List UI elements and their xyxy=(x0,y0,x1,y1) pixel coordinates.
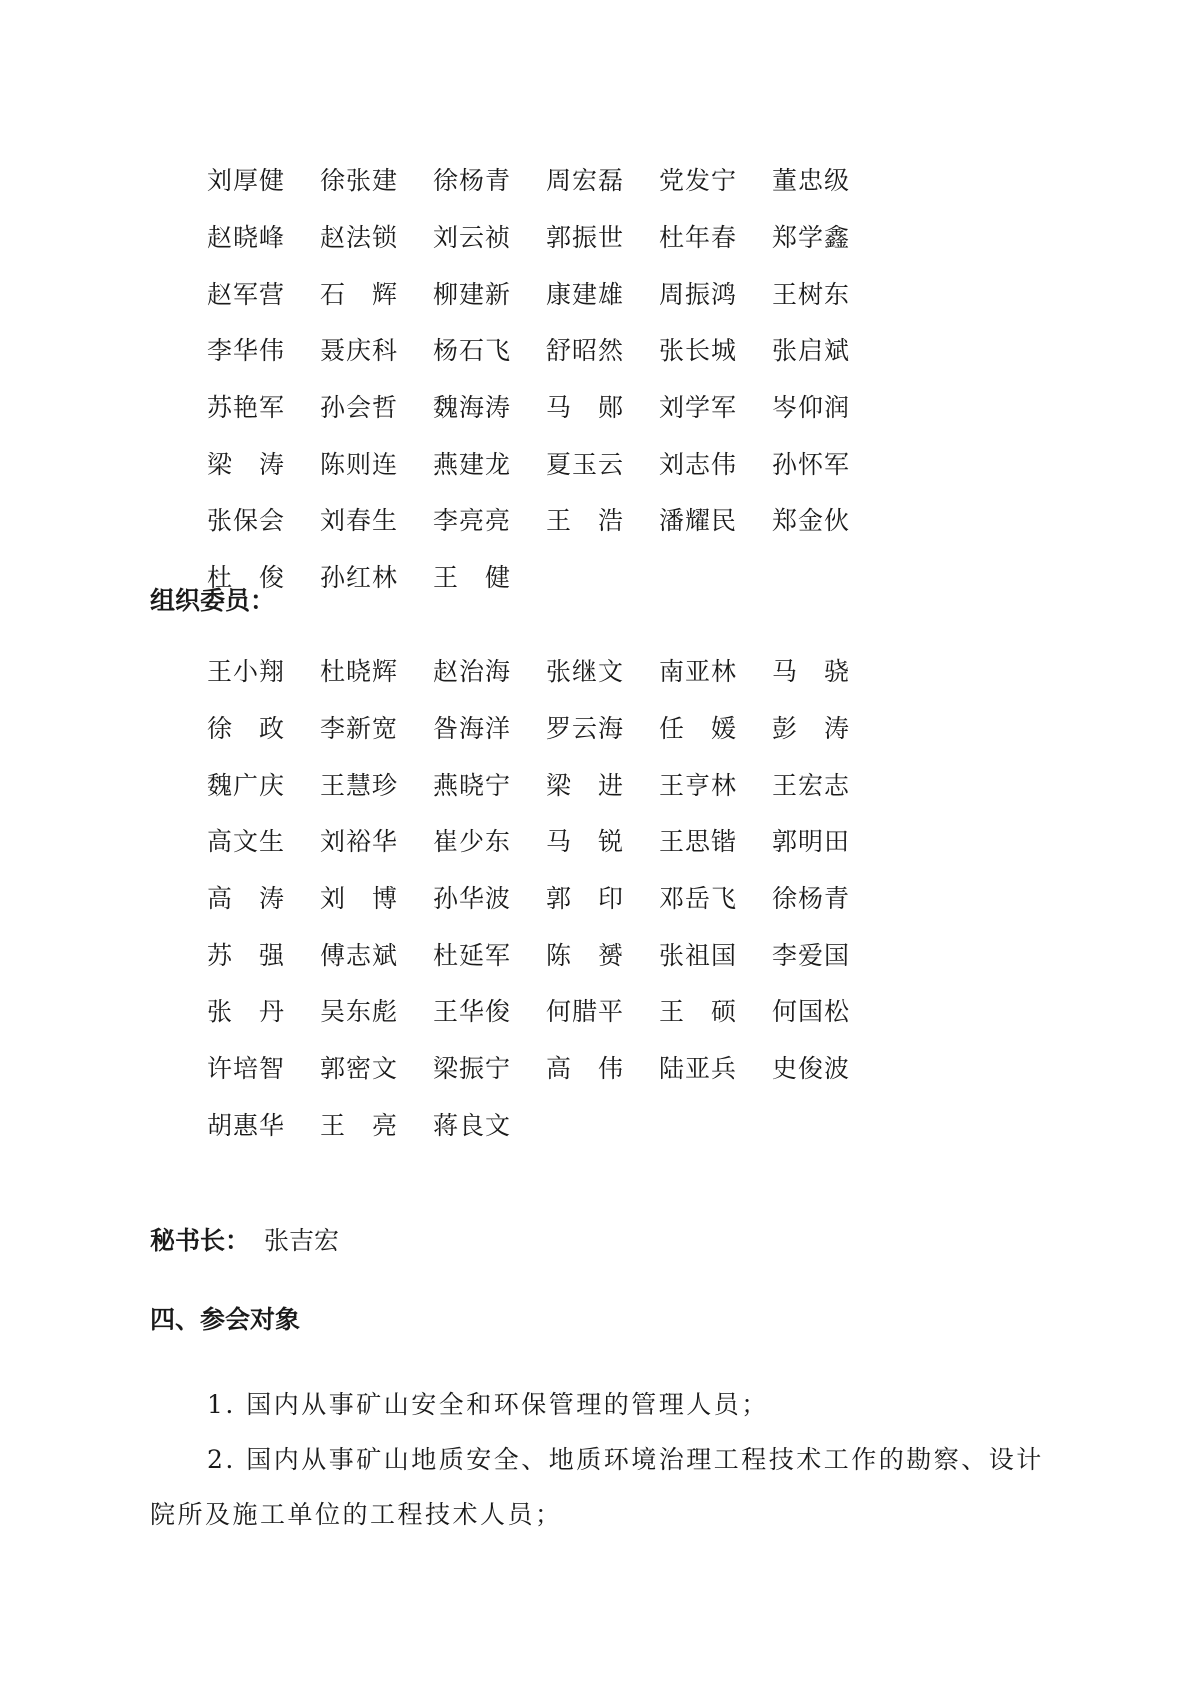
organizing-members-grid xyxy=(207,644,885,1154)
member-name: 石 辉 xyxy=(320,279,399,309)
member-name: 高 伟 xyxy=(546,1054,625,1084)
member-name: 舒昭然 xyxy=(546,336,625,366)
member-name: 傅志斌 xyxy=(320,940,399,970)
member-name: 吴东彪 xyxy=(320,997,399,1027)
member-name: 杜延军 xyxy=(433,940,512,970)
member-name: 徐张建 xyxy=(320,166,399,196)
attendee-item-2: 2. 国内从事矿山地质安全、地质环境治理工程技术工作的勘察、设计 xyxy=(207,1445,1044,1474)
member-name: 任 媛 xyxy=(659,714,738,744)
member-name: 苏艳军 xyxy=(207,393,286,423)
member-name: 何国松 xyxy=(772,997,851,1027)
member-name: 杜晓辉 xyxy=(320,657,399,687)
member-name: 刘学军 xyxy=(659,393,738,423)
member-name: 党发宁 xyxy=(659,166,738,196)
member-name: 张祖国 xyxy=(659,940,738,970)
member-name: 刘春生 xyxy=(320,506,399,536)
member-name: 李亮亮 xyxy=(433,506,512,536)
member-name: 梁振宁 xyxy=(433,1054,512,1084)
member-name: 张保会 xyxy=(207,506,286,536)
organizing-heading: 组织委员： xyxy=(150,586,276,615)
secretary-name: 张吉宏 xyxy=(264,1226,340,1255)
member-name: 柳建新 xyxy=(433,279,512,309)
member-name: 徐 政 xyxy=(207,714,286,744)
member-name: 陆亚兵 xyxy=(659,1054,738,1084)
member-name: 高 涛 xyxy=(207,884,286,914)
member-name: 昝海洋 xyxy=(433,714,512,744)
member-name: 徐杨青 xyxy=(772,884,851,914)
committee-members-grid xyxy=(207,153,885,607)
member-name: 张继文 xyxy=(546,657,625,687)
member-name: 张长城 xyxy=(659,336,738,366)
member-name: 彭 涛 xyxy=(772,714,851,744)
member-name: 孙会哲 xyxy=(320,393,399,423)
secretary-line xyxy=(150,1226,339,1256)
member-name: 刘志伟 xyxy=(659,449,738,479)
member-name: 燕晓宁 xyxy=(433,770,512,800)
attendee-item-2-continued: 院所及施工单位的工程技术人员； xyxy=(150,1500,563,1529)
member-name: 赵军营 xyxy=(207,279,286,309)
member-name: 王宏志 xyxy=(772,770,851,800)
member-name: 邓岳飞 xyxy=(659,884,738,914)
member-name: 史俊波 xyxy=(772,1054,851,1084)
member-name: 许培智 xyxy=(207,1054,286,1084)
member-name: 王慧珍 xyxy=(320,770,399,800)
member-name: 潘耀民 xyxy=(659,506,738,536)
member-name: 王华俊 xyxy=(433,997,512,1027)
attendee-item-1: 1. 国内从事矿山安全和环保管理的管理人员； xyxy=(207,1390,769,1419)
member-name: 岑仰润 xyxy=(772,393,851,423)
member-name: 张启斌 xyxy=(772,336,851,366)
member-name: 李华伟 xyxy=(207,336,286,366)
member-name: 郭密文 xyxy=(320,1054,399,1084)
section4-heading: 四、参会对象 xyxy=(150,1305,301,1334)
member-name: 孙红林 xyxy=(320,563,399,593)
member-name: 聂庆科 xyxy=(320,336,399,366)
member-name: 孙华波 xyxy=(433,884,512,914)
member-name: 郭振世 xyxy=(546,223,625,253)
member-name: 郭 印 xyxy=(546,884,625,914)
member-name: 梁 进 xyxy=(546,770,625,800)
member-name: 杜 俊 xyxy=(207,563,286,593)
member-name: 苏 强 xyxy=(207,940,286,970)
member-name: 刘裕华 xyxy=(320,827,399,857)
member-name: 崔少东 xyxy=(433,827,512,857)
member-name: 陈则连 xyxy=(320,449,399,479)
member-name: 董忠级 xyxy=(772,166,851,196)
member-name: 王 硕 xyxy=(659,997,738,1027)
member-name: 魏广庆 xyxy=(207,770,286,800)
member-name: 李爱国 xyxy=(772,940,851,970)
member-name: 王 亮 xyxy=(320,1110,399,1140)
member-name: 康建雄 xyxy=(546,279,625,309)
member-name: 刘云祯 xyxy=(433,223,512,253)
member-name: 周宏磊 xyxy=(546,166,625,196)
member-name: 马 骁 xyxy=(772,657,851,687)
member-name: 郑金伙 xyxy=(772,506,851,536)
member-name: 蒋良文 xyxy=(433,1110,512,1140)
member-name: 赵治海 xyxy=(433,657,512,687)
member-name: 南亚林 xyxy=(659,657,738,687)
member-name: 孙怀军 xyxy=(772,449,851,479)
member-name: 刘厚健 xyxy=(207,166,286,196)
member-name: 李新宽 xyxy=(320,714,399,744)
member-name: 魏海涛 xyxy=(433,393,512,423)
member-name: 王 健 xyxy=(433,563,512,593)
member-name: 王小翔 xyxy=(207,657,286,687)
member-name: 陈 赟 xyxy=(546,940,625,970)
member-name: 马 锐 xyxy=(546,827,625,857)
member-name: 马 郧 xyxy=(546,393,625,423)
member-name: 梁 涛 xyxy=(207,449,286,479)
member-name: 胡惠华 xyxy=(207,1110,286,1140)
member-name: 刘 博 xyxy=(320,884,399,914)
member-name: 赵晓峰 xyxy=(207,223,286,253)
member-name: 徐杨青 xyxy=(433,166,512,196)
member-name: 郑学鑫 xyxy=(772,223,851,253)
member-name: 杜年春 xyxy=(659,223,738,253)
member-name: 王亨林 xyxy=(659,770,738,800)
member-name: 罗云海 xyxy=(546,714,625,744)
member-name: 赵法锁 xyxy=(320,223,399,253)
member-name: 燕建龙 xyxy=(433,449,512,479)
member-name: 杨石飞 xyxy=(433,336,512,366)
member-name: 夏玉云 xyxy=(546,449,625,479)
member-name: 高文生 xyxy=(207,827,286,857)
secretary-label: 秘书长： xyxy=(150,1226,251,1255)
member-name: 王树东 xyxy=(772,279,851,309)
member-name: 周振鸿 xyxy=(659,279,738,309)
member-name: 郭明田 xyxy=(772,827,851,857)
member-name: 张 丹 xyxy=(207,997,286,1027)
member-name: 何腊平 xyxy=(546,997,625,1027)
member-name: 王 浩 xyxy=(546,506,625,536)
member-name: 王思锴 xyxy=(659,827,738,857)
